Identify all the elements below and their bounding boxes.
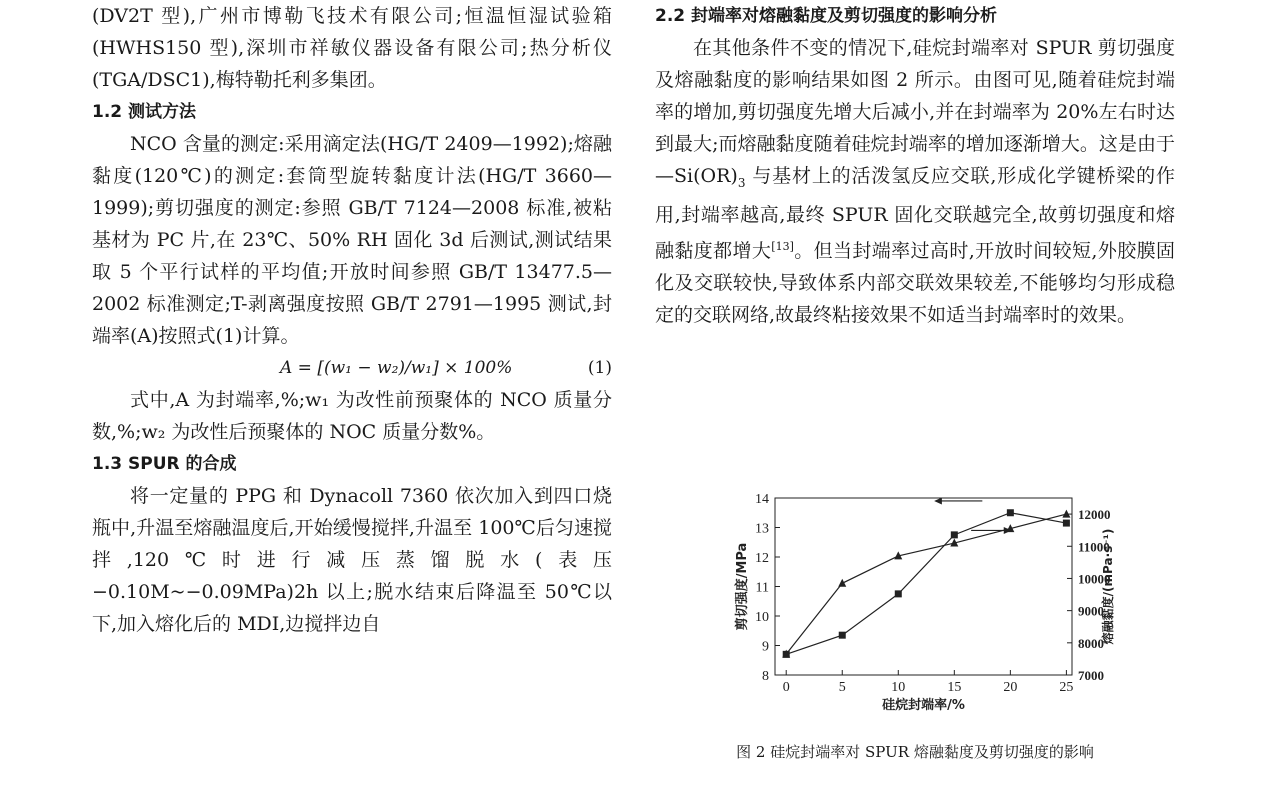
- y2-tick-label: 10000: [1078, 571, 1111, 587]
- right-column: [655, 0, 1175, 331]
- y2-axis-label: 熔融黏度/(mPa·s⁻¹): [1101, 528, 1115, 645]
- y2-tick-label: 11000: [1078, 539, 1110, 555]
- paragraph-analysis: [655, 32, 1175, 331]
- y2-tick-label: 12000: [1078, 507, 1111, 523]
- x-tick-label: 5: [838, 680, 846, 695]
- data-point-square: [951, 531, 958, 538]
- paragraph-test-methods: NCO 含量的测定:采用滴定法(HG/T 2409—1992);熔融黏度(120℃)的测定:套筒型旋转黏度计法(HG/T 3660—1999);剪切强度的测定:参照 GB/T 7124—2008 标准,被粘基材为 PC 片,在 23℃、50% RH 固化 3d 后测试,测试结果取 5 个平行试样的平均值;开放时间参照 GB/T 13477.5—2002 标准测定;T-剥离强度按照 GB/T 2791—1995 测试,封端率(A)按照式(1)计算。: [92, 133, 612, 347]
- series-right-line: [786, 514, 1066, 654]
- section-heading-1-3: 1.3 SPUR 的合成: [92, 454, 237, 474]
- x-tick-label: 25: [1059, 680, 1074, 695]
- figure-2-chart: [700, 488, 1120, 718]
- y-tick-label: 12: [755, 551, 769, 566]
- section-heading-2-2: 2.2 封端率对熔融黏度及剪切强度的影响分析: [655, 6, 998, 26]
- data-point-square: [1063, 520, 1070, 527]
- x-axis-label: 硅烷封端率/%: [882, 698, 965, 713]
- y2-tick-label: 9000: [1078, 603, 1104, 619]
- data-point-square: [895, 590, 902, 597]
- section-heading-1-2: 1.2 测试方法: [92, 102, 197, 122]
- analysis-text-c: 。但当封端率过高时,开放时间较短,外胶膜固化及交联较快,导致体系内部交联效果较差,不能够均匀形成稳定的交联网络,故最终粘接效果不如适当封端率时的效果。: [655, 239, 1175, 326]
- y-tick-label: 10: [755, 610, 769, 625]
- paragraph-equation-explanation: 式中,A 为封端率,%;w₁ 为改性前预聚体的 NCO 质量分数,%;w₂ 为改性后预聚体的 NOC 质量分数%。: [92, 389, 612, 443]
- y-tick-label: 8: [762, 669, 769, 684]
- x-tick-label: 15: [947, 680, 962, 695]
- analysis-text-a: 在其他条件不变的情况下,硅烷封端率对 SPUR 剪切强度及熔融黏度的影响结果如图 2 所示。由图可见,随着硅烷封端率的增加,剪切强度先增大后减小,并在封端率为 20%左右时达到最大;而熔融黏度随着硅烷封端率的增加逐渐增大。这是由于—Si(OR): [655, 37, 1175, 187]
- y2-tick-label: 7000: [1078, 668, 1104, 683]
- x-tick-label: 20: [1003, 680, 1018, 695]
- y2-tick-label: 8000: [1078, 635, 1104, 651]
- equation-formula: A = [(w₁ − w₂)/w₁] × 100%: [280, 358, 513, 378]
- x-tick-label: 0: [782, 680, 790, 695]
- left-column: [92, 0, 612, 640]
- data-point-square: [839, 632, 846, 639]
- data-point-square: [1007, 509, 1014, 516]
- citation-13: [13]: [771, 239, 794, 253]
- y-axis-label: 剪切强度/MPa: [735, 542, 750, 631]
- series-left-line: [786, 513, 1066, 655]
- equation-1: [92, 352, 612, 384]
- y-tick-label: 9: [762, 639, 769, 655]
- data-point-triangle: [838, 579, 846, 587]
- y-tick-label: 13: [755, 521, 769, 537]
- figure-caption: 图 2 硅烷封端率对 SPUR 熔融黏度及剪切强度的影响: [736, 743, 1094, 761]
- paragraph-equipment: (DV2T 型),广州市博勒飞技术有限公司;恒温恒湿试验箱(HWHS150 型),深圳市祥敏仪器设备有限公司;热分析仪(TGA/DSC1),梅特勒托利多集团。: [92, 5, 612, 91]
- x-tick-label: 10: [891, 680, 906, 695]
- y-tick-label: 14: [755, 492, 769, 507]
- data-point-triangle: [1062, 510, 1070, 518]
- paragraph-synthesis: 将一定量的 PPG 和 Dynacoll 7360 依次加入到四口烧瓶中,升温至熔融温度后,开始缓慢搅拌,升温至 100℃后匀速搅拌,120℃时进行减压蒸馏脱水(表压−0.10M~−0.09MPa)2h 以上;脱水结束后降温至 50℃以下,加入熔化后的 MDI,边搅拌边自: [92, 485, 612, 635]
- y-tick-label: 11: [755, 580, 769, 596]
- equation-number: (1): [587, 358, 612, 378]
- analysis-subscript: 3: [737, 175, 746, 190]
- analysis-text-b: 与基材上的活泼氢反应交联,形成化学键桥梁的作用,封端率越高,最终 SPUR 固化交联越完全,故剪切强度和熔融黏度都增大: [655, 165, 1175, 262]
